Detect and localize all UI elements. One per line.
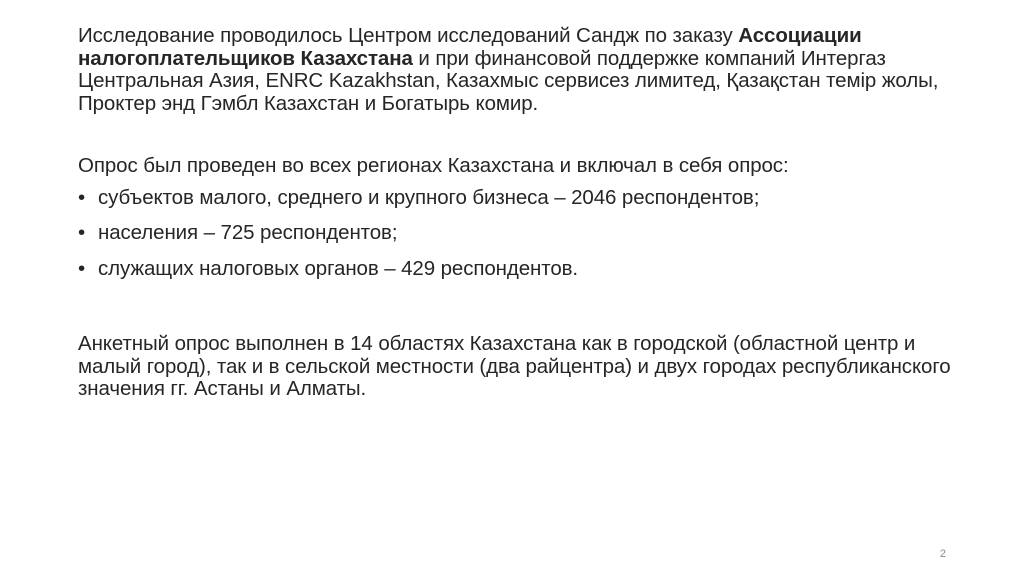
- list-item: [78, 258, 958, 281]
- bullet-point: •: [78, 256, 86, 280]
- paragraph-1-text-end: и при финансовой поддержке компаний Интергаз Центральная Азия, ENRC Kazakhstan, Казахмыс сервисез лимитед, Қазақстан темір жолы, Проктер энд Гэмбл Казахстан и Богатырь комир.: [78, 46, 939, 115]
- list-item: [78, 187, 958, 210]
- list-item-text: субъектов малого, среднего и крупного бизнеса – 2046 респондентов;: [98, 185, 760, 209]
- list-item-text: населения – 725 респондентов;: [98, 221, 398, 244]
- paragraph-1-bold-association: Ассоциации налогоплательщиков Казахстана: [78, 24, 862, 70]
- slide-body: [78, 25, 958, 401]
- paragraph-survey-locations: Анкетный опрос выполнен в 14 областях Казахстана как в городской (областной центр и малый город), так и в сельской местности (два райцентра) и двух городах республиканского значения гг. Астаны и Алматы.: [78, 332, 951, 400]
- list-item: [78, 222, 958, 245]
- paragraph-survey-intro: Опрос был проведен во всех регионах Казахстана и включал в себя опрос:: [78, 154, 789, 177]
- paragraph-1-text-start: Исследование проводилось Центром исследований Сандж по заказу: [78, 24, 739, 47]
- survey-respondents-list: [78, 187, 958, 281]
- list-item-text: служащих налоговых органов – 429 респондентов.: [98, 256, 579, 280]
- bullet-point: •: [78, 221, 86, 244]
- page-number: 2: [939, 548, 946, 560]
- paragraph-study-sponsors: [78, 25, 958, 115]
- bullet-point: •: [78, 185, 86, 209]
